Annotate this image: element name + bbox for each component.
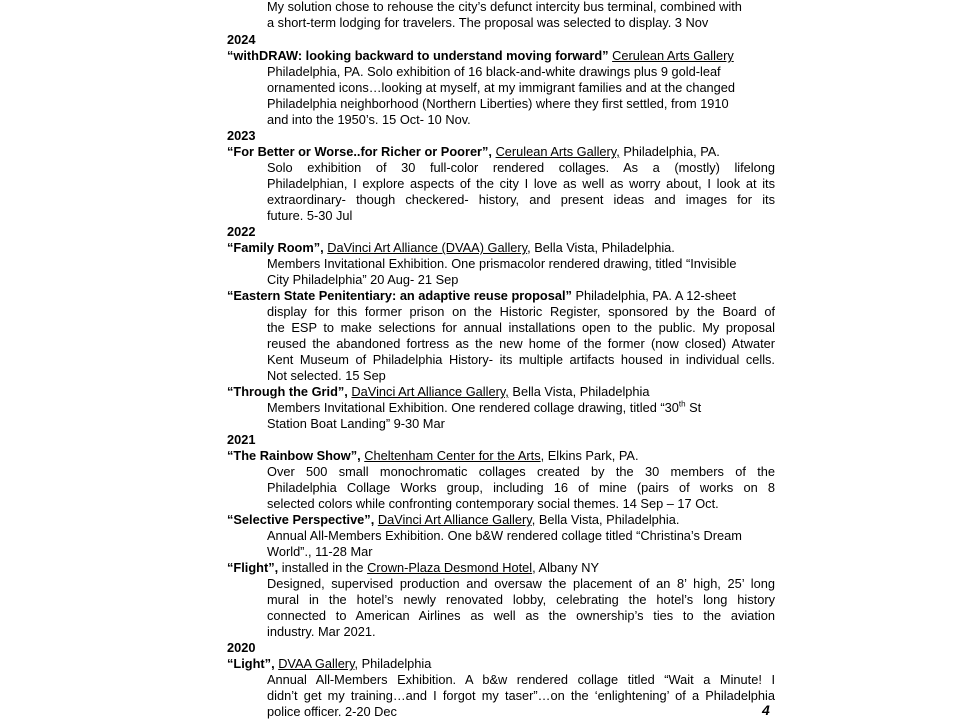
description-line: City Philadelphia” 20 Aug- 21 Sep [267,272,459,287]
description-line: police officer. 2-20 Dec [267,704,397,719]
venue-location: Philadelphia, PA. A 12-sheet [571,288,737,303]
description-line: Solo exhibition of 30 full-color rendered collages. As a (mostly) lifelong [267,160,775,175]
description-line: selected colors while confronting contemporary social themes. 14 Sep – 17 Oct. [267,496,719,511]
description-text: St [685,400,702,415]
exhibition-title: “Eastern State Penitentiary: an adaptive reuse proposal” [227,288,572,303]
exhibition-title-selective-perspective [227,512,679,528]
exhibition-title: “Flight”, [227,560,279,575]
exhibition-title-rainbow-show [227,448,639,464]
venue-location: , Bella Vista, Philadelphia. [527,240,675,255]
description-line: Philadelphia, PA. Solo exhibition of 16 black-and-white drawings plus 9 gold-leaf [267,64,721,79]
description-line: Annual All-Members Exhibition. One b&W rendered collage titled “Christina’s Dream [267,528,742,543]
exhibition-title: “Selective Perspective”, [227,512,375,527]
exhibition-title-through-the-grid [227,384,649,400]
description-line: display for this former prison on the Historic Register, sponsored by the Board of [267,304,775,319]
venue-link[interactable]: DaVinci Art Alliance Gallery, [351,384,509,399]
intro-line-2: a short-term lodging for travelers. The proposal was selected to display. 3 Nov [267,15,709,30]
page-number: 4 [762,702,770,718]
venue-location: , Philadelphia [354,656,432,671]
venue-link[interactable]: Crown-Plaza Desmond Hotel [367,560,533,575]
description-line: reused the abandoned fortress as the new home of the former (now closed) Atwater [267,336,775,351]
description-line: future. 5-30 Jul [267,208,353,223]
description-line: Kent Museum of Philadelphia History- its multiple artifacts housed in individual cells. [267,352,775,367]
title-connector: installed in the [278,560,368,575]
exhibition-title-family-room [227,240,675,256]
year-heading-2021: 2021 [227,432,256,447]
venue-link[interactable]: Cerulean Arts Gallery, [495,144,620,159]
description-line: World”., 11-28 Mar [267,544,373,559]
description-line: Members Invitational Exhibition. One prismacolor rendered drawing, titled “Invisible [267,256,737,271]
exhibition-title-flight [227,560,599,576]
venue-link[interactable]: DVAA Gallery [278,656,355,671]
venue-location: Philadelphia, PA. [619,144,720,159]
year-heading-2022: 2022 [227,224,256,239]
venue-link[interactable]: DaVinci Art Alliance Gallery [377,512,532,527]
description-line: industry. Mar 2021. [267,624,376,639]
exhibition-title-withdraw [227,48,734,64]
intro-line-1: My solution chose to rehouse the city’s defunct intercity bus terminal, combined with [267,0,742,14]
venue-location: Bella Vista, Philadelphia [508,384,650,399]
exhibition-title: “Light”, [227,656,275,671]
description-line: Over 500 small monochromatic collages created by the 30 members of the [267,464,775,479]
description-line: connected to American Airlines as well as the ownership’s ties to the aviation [267,608,775,623]
description-line: Philadelphia Collage Works group, including 16 of mine (pairs of works on 8 [267,480,775,495]
year-heading-2020: 2020 [227,640,256,655]
exhibition-title: “withDRAW: looking backward to understand moving forward” [227,48,609,63]
exhibition-title: “Through the Grid”, [227,384,348,399]
description-line: didn’t get my training…and I forgot my taser”…on the ‘enlightening’ of a Philadelphia [267,688,775,703]
description-line: Station Boat Landing” 9-30 Mar [267,416,445,431]
year-heading-2024: 2024 [227,32,256,47]
ordinal-suffix: th [678,399,686,409]
description-line: Not selected. 15 Sep [267,368,386,383]
description-text: Members Invitational Exhibition. One rendered collage drawing, titled “30 [267,400,679,415]
year-heading-2023: 2023 [227,128,256,143]
description-line: Philadelphia neighborhood (Northern Liberties) where they first settled, from 1910 [267,96,729,111]
exhibition-title: “Family Room”, [227,240,324,255]
exhibition-title-light [227,656,431,672]
exhibition-title: “The Rainbow Show”, [227,448,361,463]
description-line: ornamented icons…looking at myself, at my immigrant families and at the changed [267,80,736,95]
description-line: Annual All-Members Exhibition. A b&w rendered collage titled “Wait a Minute! I [267,672,775,687]
exhibition-title-eastern-state [227,288,736,304]
description-line: the ESP to make selections for annual installations open to the public. My proposal [267,320,775,335]
description-line: and into the 1950’s. 15 Oct- 10 Nov. [267,112,471,127]
venue-location: , Elkins Park, PA. [540,448,639,463]
venue-location: , Albany NY [532,560,600,575]
venue-link[interactable]: Cerulean Arts Gallery [612,48,734,63]
description-line: Designed, supervised production and oversaw the placement of an 8’ high, 25’ long [267,576,775,591]
venue-location: , Bella Vista, Philadelphia. [531,512,680,527]
exhibition-title-better-or-worse [227,144,720,160]
description-line: Philadelphian, I explore aspects of the city I love as well as worry about, I look at its [267,176,775,191]
description-line: mural in the hotel’s newly renovated lobby, celebrating the hotel’s long history [267,592,775,607]
venue-link[interactable]: Cheltenham Center for the Arts [364,448,541,463]
exhibition-title: “For Better or Worse..for Richer or Poorer”, [227,144,492,159]
venue-link[interactable]: DaVinci Art Alliance (DVAA) Gallery [327,240,528,255]
description-line [267,400,775,416]
description-line: extraordinary- though checkered- history, and present ideas and images for its [267,192,775,207]
